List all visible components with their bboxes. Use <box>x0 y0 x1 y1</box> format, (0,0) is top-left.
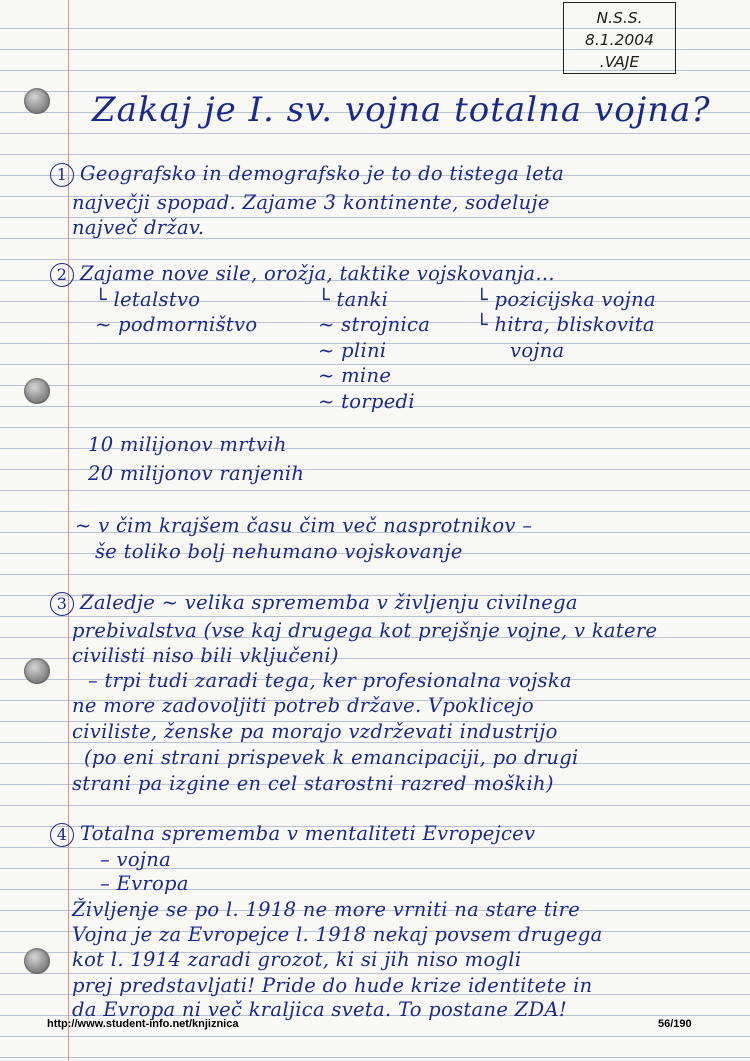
section-number: 4 <box>50 823 74 847</box>
list-item: ~ podmorništvo <box>95 313 258 336</box>
section-3-line: 3 Zaledje ~ velika sprememba v življenju civilnega <box>50 591 578 616</box>
binder-hole <box>24 88 50 114</box>
section-number: 3 <box>50 592 74 616</box>
section-1-line: največji spopad. Zajame 3 kontinente, sodeluje <box>72 191 550 214</box>
binder-hole <box>24 948 50 974</box>
footer-url: http://www.student-info.net/knjiznica <box>47 1018 239 1030</box>
binder-hole <box>24 658 50 684</box>
section-1-line: največ držav. <box>72 216 205 239</box>
section-number: 2 <box>50 263 74 287</box>
section-4-line: kot l. 1914 zaradi grozot, ki si jih niso mogli <box>72 948 522 971</box>
section-3-line: – trpi tudi zaradi tega, ker profesionalna vojska <box>88 669 572 692</box>
header-line: 8.1.2004 <box>584 31 655 49</box>
section-4-line: – Evropa <box>100 872 189 895</box>
page-title: Zakaj je I. sv. vojna totalna vojna? <box>92 90 711 130</box>
section-4-line: 4 Totalna sprememba v mentaliteti Evropejcev <box>50 822 535 847</box>
header-line: N.S.S. <box>596 9 643 27</box>
section-3-line: ne more zadovoljiti potreb države. Vpoklicejo <box>72 694 534 717</box>
casualty-line: 20 milijonov ranjenih <box>88 462 305 485</box>
header-box <box>563 2 676 74</box>
footer-page-number: 56/190 <box>658 1018 692 1030</box>
list-item: ~ plini <box>318 339 387 362</box>
section-3-line: civiliste, ženske pa morajo vzdrževati industrijo <box>72 720 558 743</box>
list-item: └ tanki <box>318 288 389 311</box>
section-3-line: strani pa izgine en cel starostni razred moških) <box>72 772 554 795</box>
section-4-line: – vojna <box>100 848 172 871</box>
section-4-line: Življenje se po l. 1918 ne more vrniti na stare tire <box>72 898 581 921</box>
section-4-line: Vojna je za Evropejce l. 1918 nekaj povsem drugega <box>72 923 603 946</box>
list-item: └ pozicijska vojna <box>476 288 656 311</box>
list-item: vojna <box>510 339 565 362</box>
list-item: └ hitra, bliskovita <box>476 313 655 336</box>
header-line: .VAJE <box>599 53 640 71</box>
section-2-intro: 2 Zajame nove sile, orožja, taktike vojskovanja... <box>50 262 555 287</box>
note-line: še toliko bolj nehumano vojskovanje <box>95 540 463 563</box>
section-4-line: da Evropa ni več kraljica sveta. To postane ZDA! <box>72 998 567 1021</box>
list-item: └ letalstvo <box>95 288 201 311</box>
list-item: ~ mine <box>318 364 392 387</box>
note-line: ~ v čim krajšem času čim več nasprotnikov – <box>75 514 533 537</box>
list-item: ~ strojnica <box>318 313 431 336</box>
section-4-line: prej predstavljati! Pride do hude krize identitete in <box>72 974 593 997</box>
section-number: 1 <box>50 163 74 187</box>
section-3-line: (po eni strani prispevek k emancipaciji, po drugi <box>84 746 579 769</box>
list-item: ~ torpedi <box>318 390 415 413</box>
section-3-line: prebivalstva (vse kaj drugega kot prejšnje vojne, v katere <box>72 619 658 642</box>
section-3-line: civilisti niso bili vključeni) <box>72 644 339 667</box>
section-1-line: 1 Geografsko in demografsko je to do tistega leta <box>50 162 564 187</box>
casualty-line: 10 milijonov mrtvih <box>88 433 287 456</box>
binder-hole <box>24 378 50 404</box>
